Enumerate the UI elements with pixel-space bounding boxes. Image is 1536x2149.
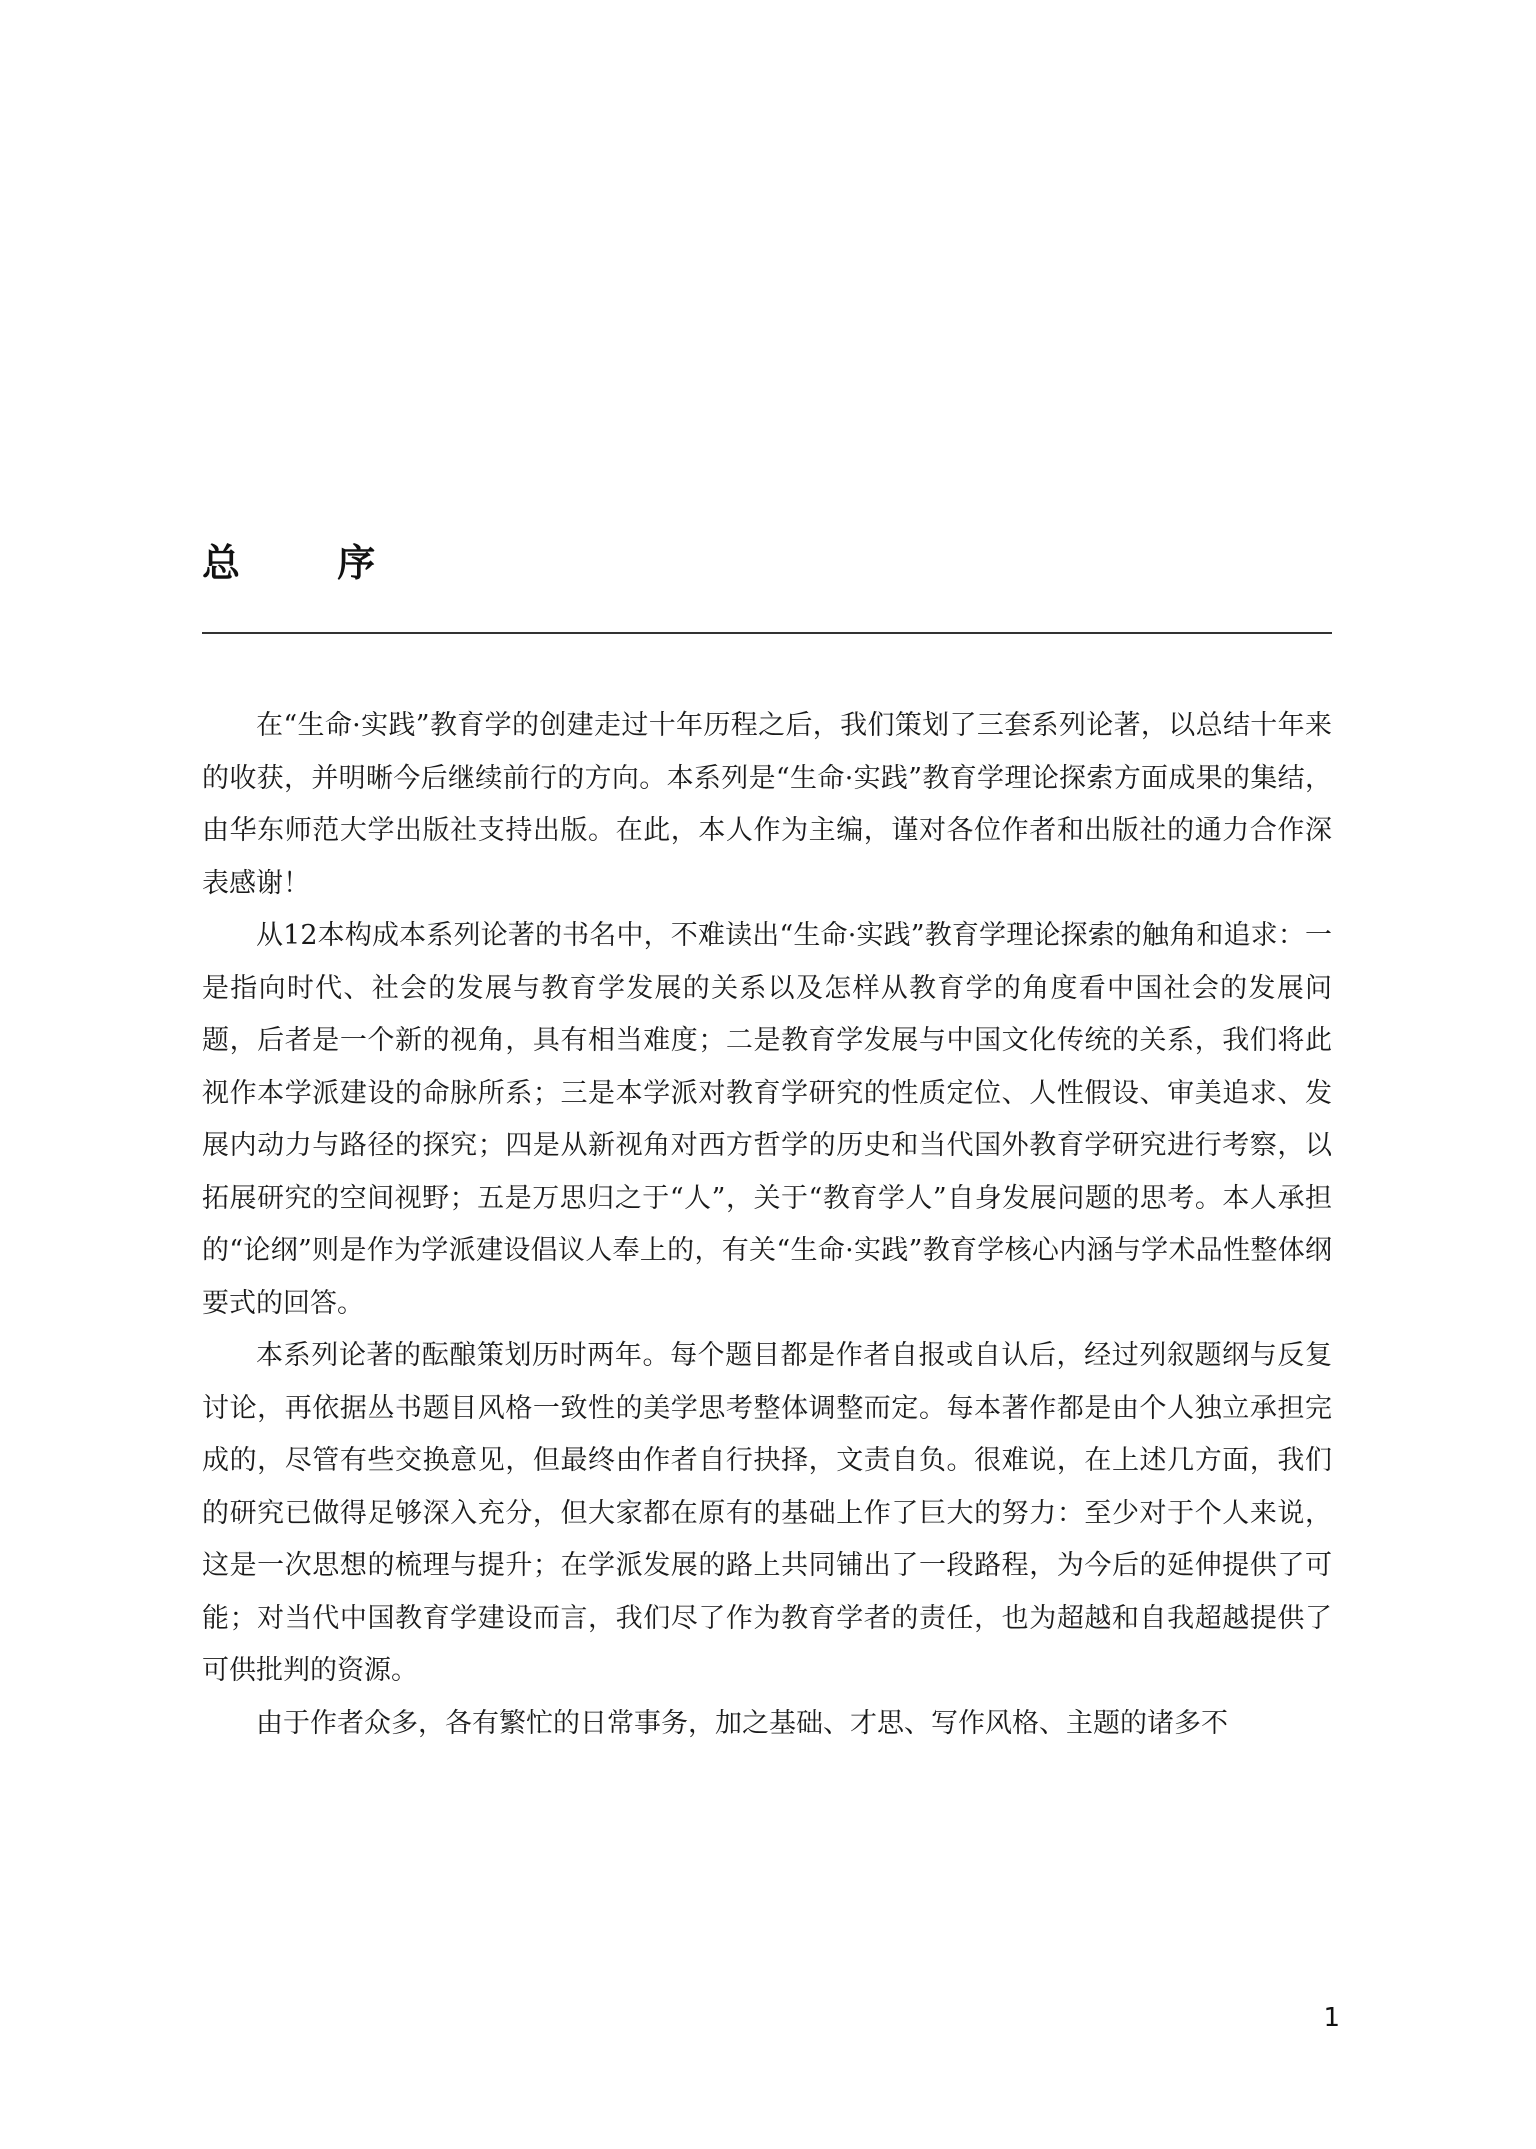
paragraph-4: 由于作者众多，各有繁忙的日常事务，加之基础、才思、写作风格、主题的诸多不 (256, 1707, 1228, 1739)
page-title: 总 序 (202, 541, 418, 585)
page-number: 1 (1323, 2003, 1340, 2033)
paragraph-1: 在“生命·实践”教育学的创建走过十年历程之后，我们策划了三套系列论著，以总结十年来的收获，并明晰今后继续前行的方向。本系列是“生命·实践”教育学理论探索方面成果的集结，由华东师范大学出版社支持出版。在此，本人作为主编，谨对各位作者和出版社的通力合作深表感谢！ (202, 710, 1332, 899)
paragraph-3: 本系列论著的酝酿策划历时两年。每个题目都是作者自报或自认后，经过列叙题纲与反复讨论，再依据丛书题目风格一致性的美学思考整体调整而定。每本著作都是由个人独立承担完成的，尽管有些交换意见，但最终由作者自行抉择，文责自负。很难说，在上述几方面，我们的研究已做得足够深入充分，但大家都在原有的基础上作了巨大的努力：至少对于个人来说，这是一次思想的梳理与提升；在学派发展的路上共同铺出了一段路程，为今后的延伸提供了可能；对当代中国教育学建设而言，我们尽了作为教育学者的责任，也为超越和自我超越提供了可供批判的资源。 (202, 1340, 1332, 1686)
body-text (202, 700, 1332, 1750)
paragraph-2: 从12本构成本系列论著的书名中，不难读出“生命·实践”教育学理论探索的触角和追求：一是指向时代、社会的发展与教育学发展的关系以及怎样从教育学的角度看中国社会的发展问题，后者是一个新的视角，具有相当难度；二是教育学发展与中国文化传统的关系，我们将此视作本学派建设的命脉所系；三是本学派对教育学研究的性质定位、人性假设、审美追求、发展内动力与路径的探究；四是从新视角对西方哲学的历史和当代国外教育学研究进行考察，以拓展研究的空间视野；五是万思归之于“人”，关于“教育学人”自身发展问题的思考。本人承担的“论纲”则是作为学派建设倡议人奉上的，有关“生命·实践”教育学核心内涵与学术品性整体纲要式的回答。 (202, 920, 1332, 1319)
title-divider (202, 632, 1332, 634)
